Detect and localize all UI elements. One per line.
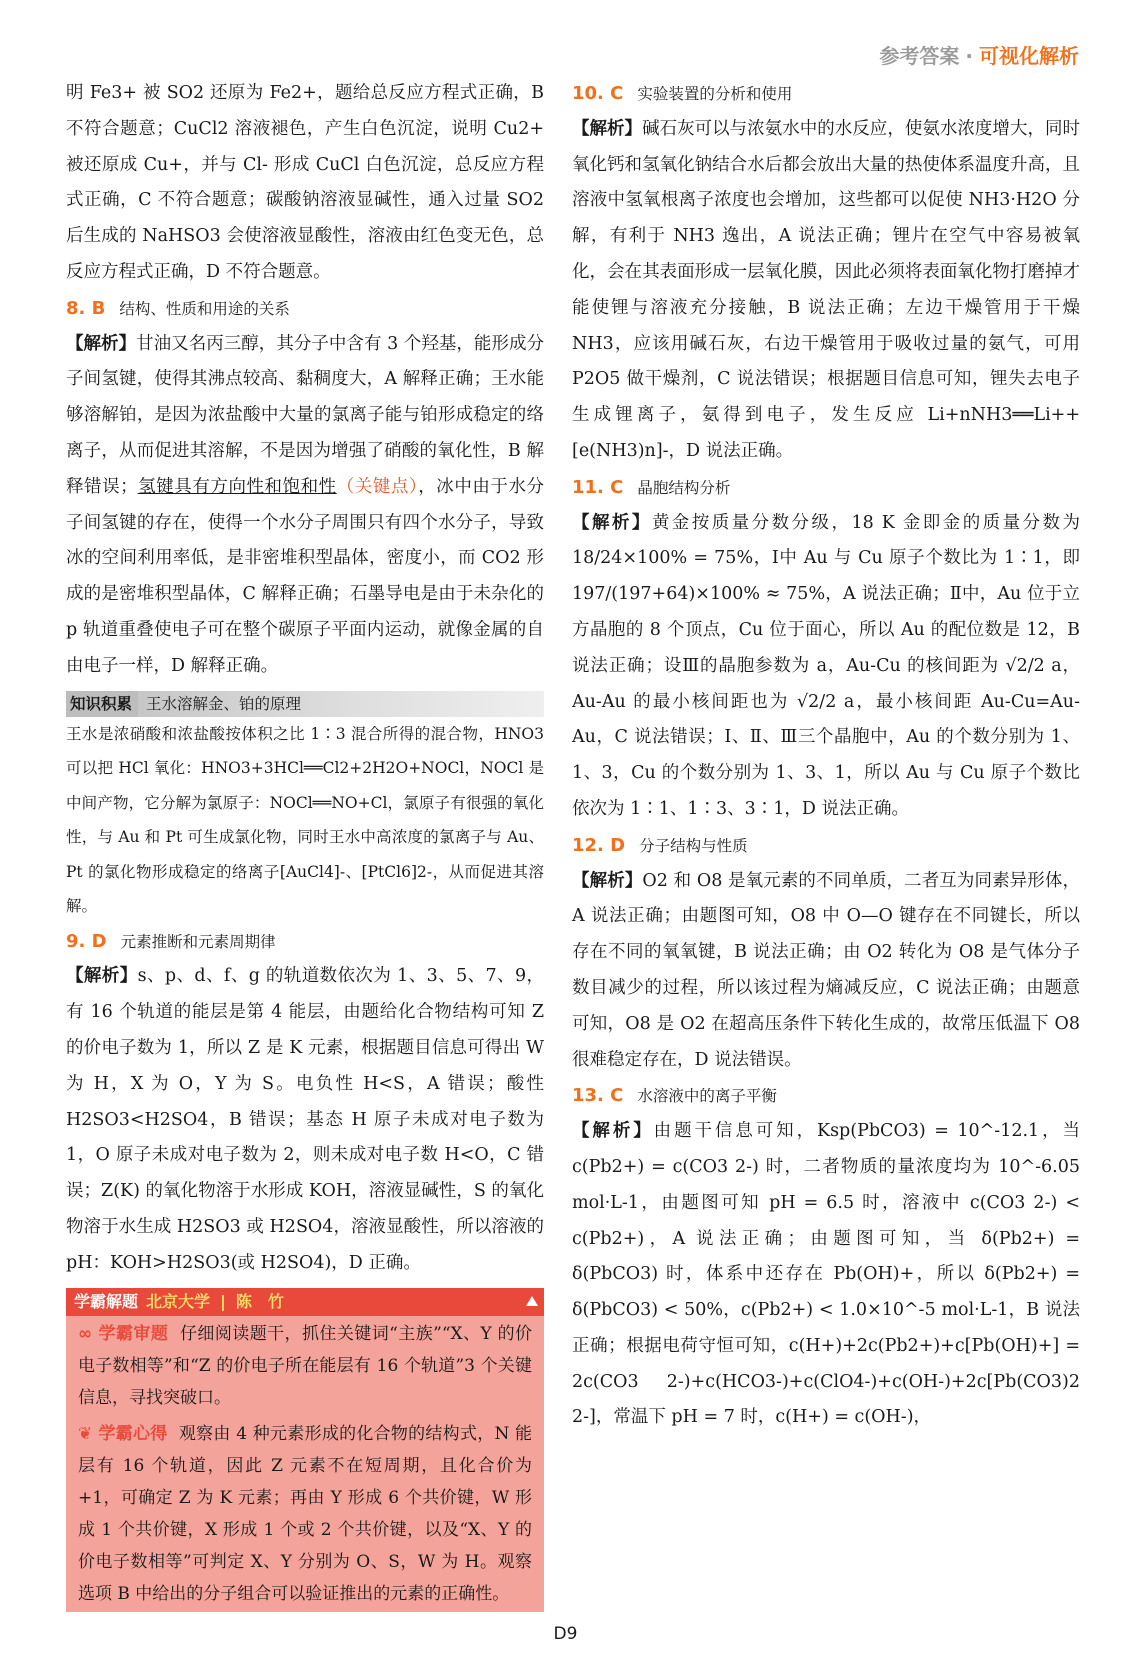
q12-topic: 分子结构与性质 (639, 836, 748, 855)
q10-text: 碱石灰可以与浓氨水中的水反应，使氨水浓度增大，同时氧化钙和氢氧化钠结合水后都会放出大量的热使体系温度升高，且溶液中氢氧根离子浓度也会增加，这些都可以促使 NH3·H2O 分解，有利于 NH3 逸出，A 说法正确；锂片在空气中容易被氧化，会在其表面形成一层氧化膜，因此必须将表面氧化物打磨掉才能使锂与溶液充分接触，B 说法正确；左边干燥管用于干燥 NH3，应该用碱石灰，右边干燥管用于吸收过量的氨气，可用 P2O5 做干燥剂，C 说法错误；根据题目信息可知，锂失去电子生成锂离子，氨得到电子，发生反应 Li+nNH3══Li++[e(NH3)n]-，D 说法正确。 (572, 118, 1081, 461)
q8-text-part1: 甘油又名丙三醇，其分子中含有 3 个羟基，能形成分子间氢键，使得其沸点较高、黏稠度大，A 解释正确；王水能够溶解铂，是因为浓盐酸中大量的氯离子能与铂形成稳定的络离子，从而促进其溶解，不是因为增强了硝酸的氧化性，B 解释错误； (66, 333, 544, 497)
q13-heading (572, 1078, 1080, 1114)
q13-number: 13. C (572, 1085, 624, 1107)
q11-explanation (572, 506, 1080, 828)
q13-explanation (572, 1114, 1080, 1436)
xueba-insight-label: ❦ 学霸心得 (78, 1423, 168, 1444)
knowledge-body: 王水是浓硝酸和浓盐酸按体积之比 1∶3 混合所得的混合物，HNO3 可以把 HCl 氧化：HNO3+3HCl══Cl2+2H2O+NOCl，NOCl 是中间产物，它分解为氯原子：NOCl══NO+Cl，氯原子有很强的氧化性，与 Au 和 Pt 可生成氯化物，同时王水中高浓度的氯离子与 Au、Pt 的氯化物形成稳定的络离子[AuCl4]-、[PtCl6]2-，从而促进其溶解。 (66, 724, 544, 916)
q8-analysis-tag: 【解析】 (66, 333, 137, 354)
q11-text: 黄金按质量分数分级，18 K 金即金的质量分数为 18/24×100% = 75%，Ⅰ中 Au 与 Cu 原子个数比为 1∶1，即 197/(197+64)×100% ≈ 75%，A 说法正确；Ⅱ中，Au 位于立方晶胞的 8 个顶点，Cu 位于面心，所以 Au 的配位数是 12，B 说法正确；设Ⅲ的晶胞参数为 a，Au-Cu 的核间距为 √2/2 a，Au-Au 的最小核间距也为 √2/2 a，最小核间距 Au-Cu=Au-Au，C 说法错误；Ⅰ、Ⅱ、Ⅲ三个晶胞中，Au 的个数分别为 1、1、3，Cu 的个数分别为 1、3、1，所以 Au 与 Cu 原子个数比依次为 1∶1、1∶3、3∶1，D 说法正确。 (572, 512, 1081, 819)
xueba-title: 学霸解题 (74, 1291, 139, 1311)
xueba-insight-paragraph (66, 1416, 544, 1612)
xueba-separator: | (220, 1291, 226, 1311)
header-answer-label: 参考答案 (879, 44, 960, 68)
xueba-insight-text: 观察由 4 种元素形成的化合物的结构式，N 能层有 16 个轨道，因此 Z 元素不在短周期，且化合价为+1，可确定 Z 为 K 元素；再由 Y 形成 6 个共价键，W 形成 1 个共价键，X 形成 1 个或 2 个共价键，以及“X、Y 的价电子数相等”可判定 X、Y 分别为 O、S，W 为 H。观察选项 B 中给出的分子组合可以验证推出的元素的正确性。 (78, 1423, 533, 1604)
q12-analysis-tag: 【解析】 (572, 870, 643, 891)
q13-analysis-tag: 【解析】 (572, 1121, 654, 1142)
q9-explanation (66, 959, 544, 1281)
q10-number: 10. C (572, 83, 624, 104)
q8-explanation (66, 327, 544, 685)
right-column (572, 76, 1080, 1436)
q8-key-point: （关键点） (336, 476, 419, 497)
q11-analysis-tag: 【解析】 (572, 512, 652, 533)
q10-heading (572, 76, 1080, 112)
q9-text: s、p、d、f、g 的轨道数依次为 1、3、5、7、9，有 16 个轨道的能层是第 4 能层，由题给化合物结构可知 Z 的价电子数为 1，所以 Z 是 K 元素，根据题目信息可得出 W 为 H，X 为 O，Y 为 S。电负性 H<S，A 错误；酸性 H2SO3<H2SO4，B 错误；基态 H 原子未成对电子数为 1，O 原子未成对电子数为 2，则未成对电子数 H<O，C 错误；Z(K) 的氧化物溶于水形成 KOH，溶液显碱性，S 的氧化物溶于水生成 H2SO3 或 H2SO4，溶液显酸性，所以溶液的 pH：KOH>H2SO3(或 H2SO4)，D 正确。 (66, 966, 544, 1273)
q9-topic: 元素推断和元素周期律 (120, 932, 276, 951)
q9-analysis-tag: 【解析】 (66, 966, 138, 987)
triangle-icon (526, 1296, 538, 1306)
q10-topic: 实验装置的分析和使用 (637, 85, 793, 103)
q10-explanation (572, 112, 1080, 470)
xueba-school: 北京大学 (146, 1291, 211, 1311)
page-header (879, 40, 1079, 69)
continued-answer-text: 明 Fe3+ 被 SO2 还原为 Fe2+，题给总反应方程式正确，B 不符合题意；CuCl2 溶液褪色，产生白色沉淀，说明 Cu2+ 被还原成 Cu+，并与 Cl- 形成 CuCl 白色沉淀，总反应方程式正确，C 不符合题意；碳酸钠溶液显碱性，通入过量 SO2 后生成的 NaHSO3 会使溶液显酸性，溶液由红色变无色，总反应方程式正确，D 不符合题意。 (66, 83, 544, 282)
q12-heading (572, 828, 1080, 864)
header-analysis-label: 可视化解析 (979, 44, 1079, 68)
xueba-solution-box (66, 1288, 544, 1612)
q12-explanation (572, 864, 1080, 1079)
knowledge-box-header (66, 691, 544, 717)
left-column (66, 76, 544, 1612)
q8-heading (66, 291, 544, 327)
q11-number: 11. C (572, 476, 624, 498)
knowledge-tag: 知识积累 (66, 691, 138, 717)
xueba-insight-label-text: 学霸心得 (98, 1423, 168, 1444)
xueba-review-label-text: 学霸审题 (98, 1323, 169, 1344)
q8-text-part2: ，冰中由于水分子间氢键的存在，使得一个水分子周围只有四个水分子，导致冰的空间利用率低，是非密堆积型晶体，密度小，而 CO2 形成的是密堆积型晶体，C 解释正确；石墨导电是由于未杂化的 p 轨道重叠使电子可在整个碳原子平面内运动，就像金属的自由电子一样，D 解释正确。 (66, 476, 545, 676)
q11-heading (572, 470, 1080, 506)
xueba-review-label: ∞ 学霸审题 (78, 1323, 169, 1344)
q13-text: 由题干信息可知，Ksp(PbCO3) = 10^-12.1，当 c(Pb2+) = c(CO3 2-) 时，二者物质的量浓度均为 10^-6.05 mol·L-1，由题图可知 pH = 6.5 时，溶液中 c(CO3 2-) < c(Pb2+)，A 说法正确；由题图可知，当 δ(Pb2+) = δ(PbCO3) 时，体系中还存在 Pb(OH)+，所以 δ(Pb2+) = δ(PbCO3) < 50%，c(Pb2+) < 1.0×10^-5 mol·L-1，B 说法正确；根据电荷守恒可知，c(H+)+2c(Pb2+)+c[Pb(OH)+] = 2c(CO3 2-)+c(HCO3-)+c(ClO4-)+c(OH-)+2c[Pb(CO3)2 2-]，常温下 pH = 7 时，c(H+) = c(OH-)， (572, 1121, 1081, 1428)
q8-topic: 结构、性质和用途的关系 (119, 299, 290, 318)
xueba-review-paragraph (66, 1316, 544, 1416)
q11-topic: 晶胞结构分析 (637, 478, 731, 497)
q9-number: 9. D (66, 930, 107, 952)
page-number: D9 (553, 1624, 578, 1644)
q8-underlined-key: 氢键具有方向性和饱和性 (137, 476, 337, 497)
q13-topic: 水溶液中的离子平衡 (637, 1087, 777, 1106)
q8-number: 8. B (66, 297, 106, 319)
q10-analysis-tag: 【解析】 (572, 118, 643, 139)
q12-number: 12. D (572, 834, 626, 856)
knowledge-title: 王水溶解金、铂的原理 (146, 694, 302, 713)
q9-heading (66, 924, 544, 960)
header-dot: · (965, 44, 973, 68)
xueba-header (66, 1288, 544, 1316)
xueba-review-text: 仔细阅读题干，抓住关键词“主族”“X、Y 的价电子数相等”和“Z 的价电子所在能层有 16 个轨道”3 个关键信息，寻找突破口。 (78, 1323, 532, 1408)
xueba-name: 陈 竹 (235, 1291, 284, 1311)
q12-text: O2 和 O8 是氧元素的不同单质，二者互为同素异形体，A 说法正确；由题图可知，O8 中 O—O 键存在不同键长，所以存在不同的氧氧键，B 说法正确；由 O2 转化为 O8 是气体分子数目减少的过程，所以该过程为熵减反应，C 说法正确；由题意可知，O8 是 O2 在超高压条件下转化生成的，故常压低温下 O8 很难稳定存在，D 说法错误。 (572, 870, 1080, 1070)
